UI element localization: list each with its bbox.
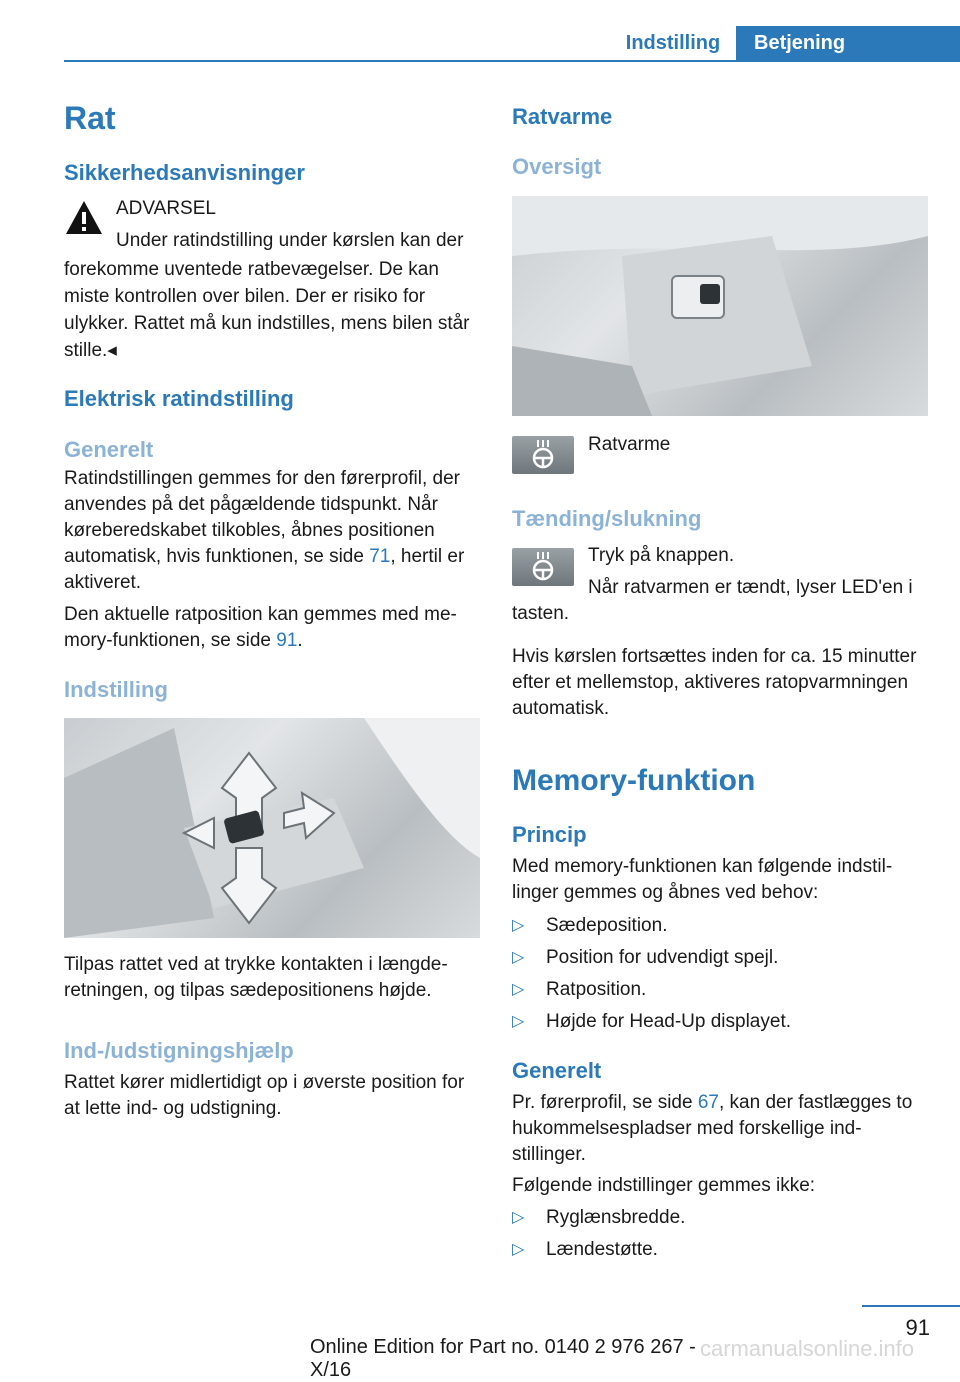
safety-heading: Sikkerhedsanvisninger: [64, 160, 305, 185]
icon-caption: Ratvarme: [588, 434, 671, 455]
steering-switch-illustration: [64, 718, 480, 938]
page-link-71[interactable]: 71: [369, 546, 391, 567]
warning-label: ADVARSEL: [116, 198, 216, 219]
bullet-icon: ▷: [512, 1209, 525, 1226]
warning-first-line: Under ratindstilling under kørslen kan der: [116, 230, 464, 251]
general-p1-text: Ratindstillingen gemmes for den førerprofil, der anvendes på det pågældende tidspunkt. Når køreberedskabet tilkobles, åbnes positionen automatisk, hvis funktionen, se side: [64, 468, 461, 567]
footer-rule: [862, 1305, 960, 1307]
memory-heading: Memory-funktion: [512, 764, 756, 797]
memory-general-text: Pr. førerprofil, se side: [512, 1092, 698, 1113]
general-heading-left: Generelt: [64, 437, 154, 462]
onoff-heading: Tænding/slukning: [512, 506, 702, 531]
general-p2-text: Den aktuelle ratposition kan gemmes med memory-funktionen, se side: [64, 604, 457, 651]
page-link-91[interactable]: 91: [276, 630, 298, 651]
warning-text: forekomme uventede ratbevægelser. De kan miste kontrollen over bilen. Der er risiko for ulykker. Rattet må kun indstilles, mens bilen står stille.◂: [64, 259, 470, 361]
electric-heading: Elektrisk ratindstilling: [64, 386, 294, 411]
bullet-icon: ▷: [512, 981, 525, 998]
memory-general-paragraph: [512, 1090, 928, 1168]
list-item: ▷ Lændestøtte.: [512, 1234, 928, 1266]
list-item: ▷ Højde for Head-Up displayet.: [512, 1006, 928, 1038]
general-p2-tail: .: [297, 630, 303, 651]
memory-general-tail: , kan der fastlægges to hukommelsespladser med forskellige indstillinger.: [512, 1092, 913, 1165]
general-paragraph-2: [64, 602, 480, 654]
page-number: 91: [905, 1315, 930, 1340]
list-item: ▷ Ratposition.: [512, 974, 928, 1006]
footer-edition: Online Edition for Part no. 0140 2 976 267 - X/16: [310, 1336, 696, 1381]
warning-icon: [64, 198, 104, 238]
general-p1-tail: , hertil er aktiveret.: [64, 546, 465, 593]
page-link-67[interactable]: 67: [697, 1092, 719, 1113]
onoff-paragraph-2: Hvis kørslen fortsættes inden for ca. 15 minutter efter et mellemstop, aktiveres ratopvarmningen automatisk.: [512, 646, 917, 719]
setting-heading: Indstilling: [64, 677, 168, 702]
bullet-icon: ▷: [512, 949, 525, 966]
general-heading-right: Generelt: [512, 1058, 602, 1083]
overview-heading: Oversigt: [512, 154, 602, 179]
list-item: ▷ Sædeposition.: [512, 910, 928, 942]
page-title: Rat: [64, 100, 116, 136]
onoff-line-3: tasten.: [512, 603, 570, 624]
steering-heat-icon: [512, 436, 574, 474]
not-saved-intro: Følgende indstillinger gemmes ikke:: [512, 1175, 816, 1196]
principle-text: Med memory-funktionen kan følgende indstillinger gemmes og åbnes ved behov:: [512, 856, 893, 903]
watermark: carmanualsonline.info: [700, 1336, 915, 1361]
steering-adjust-photo: [64, 718, 480, 938]
header-tab-indstilling[interactable]: Indstilling: [625, 32, 721, 54]
entry-heading: Ind-/udstigningshjælp: [64, 1038, 294, 1063]
header-tab-betjening[interactable]: Betjening: [736, 26, 960, 62]
onoff-line-2: Når ratvarmen er tændt, lyser LED'en i: [588, 577, 913, 598]
steering-heat-button-icon[interactable]: [512, 548, 574, 586]
header-rule: [64, 60, 960, 62]
principle-heading: Princip: [512, 822, 587, 847]
general-paragraph-1: [64, 466, 480, 596]
heat-heading: Ratvarme: [512, 104, 613, 129]
entry-text: Rattet kører midlertidigt op i øverste position for at lette ind- og udstigning.: [64, 1072, 465, 1119]
bullet-icon: ▷: [512, 917, 525, 934]
bullet-icon: ▷: [512, 1241, 525, 1258]
bullet-icon: ▷: [512, 1013, 525, 1030]
list-item: ▷ Ryglænsbredde.: [512, 1202, 928, 1234]
onoff-line-1: Tryk på knappen.: [588, 545, 735, 566]
heated-wheel-illustration: [512, 196, 928, 416]
not-saved-list: [512, 1202, 928, 1266]
setting-caption: Tilpas rattet ved at trykke kontakten i længderetningen, og tilpas sædepositionens højde.: [64, 954, 448, 1001]
list-item: ▷ Position for udvendigt spejl.: [512, 942, 928, 974]
principle-list: [512, 910, 928, 1038]
heated-wheel-photo: [512, 196, 928, 416]
